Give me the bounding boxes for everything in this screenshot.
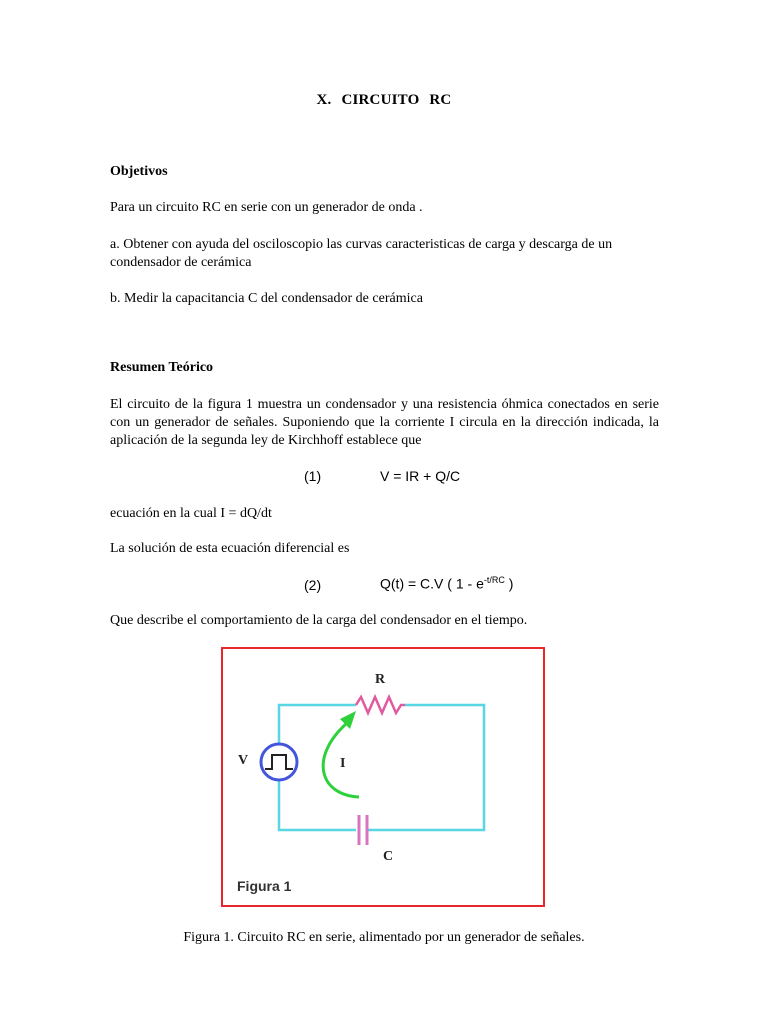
- equation-2-number: (2): [304, 577, 322, 593]
- figure-caption: Figura 1. Circuito RC en serie, alimentado por un generador de señales.: [183, 930, 585, 945]
- circuit-wire: [279, 705, 484, 830]
- voltage-source-circle: [261, 744, 297, 780]
- equation-2-main: Q(t) = C.V ( 1 - e: [380, 575, 484, 592]
- label-C: C: [383, 849, 394, 864]
- figure-inner-label: Figura 1: [237, 878, 292, 894]
- circuit-diagram: [223, 649, 543, 905]
- resumen-paragraph-2: ecuación en la cual I = dQ/dt: [110, 506, 272, 521]
- section-heading-resumen: Resumen Teórico: [110, 360, 214, 375]
- resumen-paragraph-3: La solución de esta ecuación diferencial es: [110, 541, 350, 556]
- label-R: R: [375, 672, 386, 687]
- resumen-paragraph-4: Que describe el comportamiento de la carga del condensador en el tiempo.: [110, 613, 528, 628]
- equation-2-exponent: -t/RC: [483, 575, 505, 585]
- equation-1: V = IR + Q/C: [380, 468, 461, 484]
- equation-1-number: (1): [304, 468, 322, 484]
- objetivo-item-b: b. Medir la capacitancia C del condensador de cerámica: [110, 291, 423, 306]
- label-V: V: [238, 753, 249, 768]
- resistor-symbol: [356, 697, 405, 713]
- page-title: X. CIRCUITO RC: [316, 92, 452, 108]
- label-I: I: [340, 756, 346, 771]
- section-heading-objetivos: Objetivos: [110, 164, 168, 179]
- resumen-paragraph-1: El circuito de la figura 1 muestra un condensador y una resistencia óhmica conectados en serie con un generador de señales. Suponiendo que la corriente I circula en la dirección indicada, la aplicación de la segunda ley de Kirchhoff establece que: [110, 397, 659, 448]
- figure-1-frame: [221, 647, 545, 907]
- equation-2: [380, 575, 513, 592]
- objetivo-item-a: a. Obtener con ayuda del osciloscopio las curvas caracteristicas de carga y descarga de un condensador de cerámica: [110, 237, 613, 270]
- objetivos-intro: Para un circuito RC en serie con un generador de onda .: [110, 200, 423, 215]
- equation-2-close: ): [504, 575, 514, 592]
